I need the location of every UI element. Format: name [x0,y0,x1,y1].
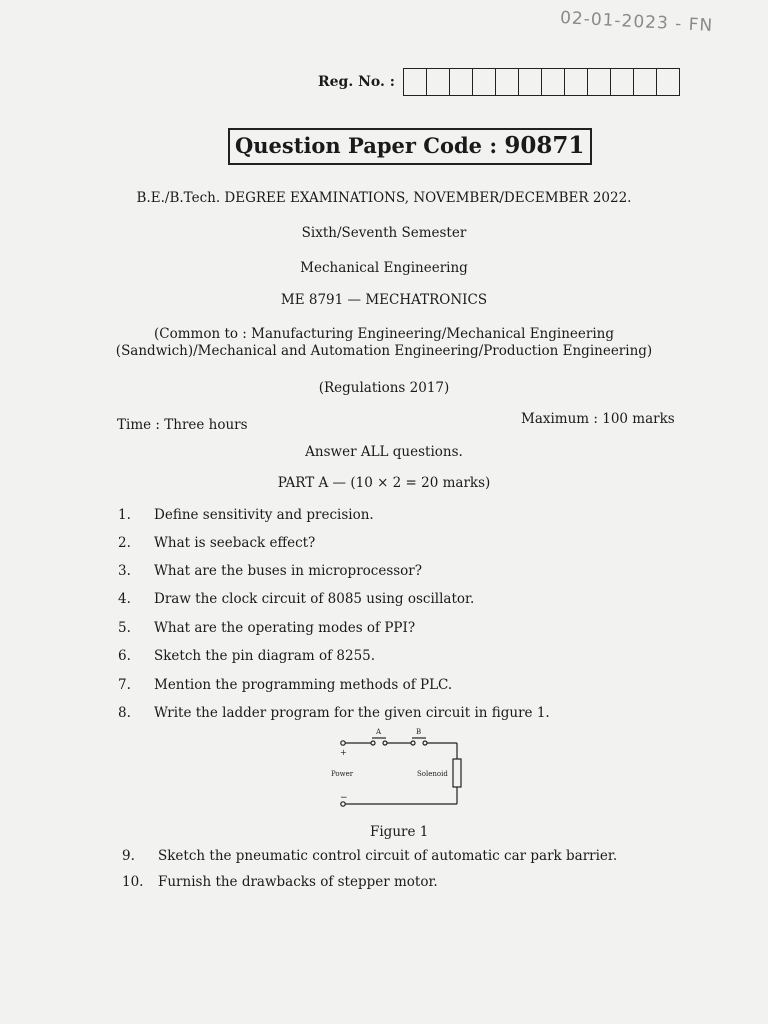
question-number: 1. [118,507,131,523]
label-power: Power [331,770,354,778]
question-text: Draw the clock circuit of 8085 using oscillator. [154,591,475,607]
question-item [118,535,315,551]
reg-no-box [473,69,496,95]
common-to-line-2: (Sandwich)/Mechanical and Automation Engineering/Production Engineering) [115,343,653,359]
reg-no-boxes [403,68,680,96]
question-item [118,507,374,523]
instruction: Answer ALL questions. [305,444,463,460]
reg-no-box [588,69,611,95]
common-to-line-1: (Common to : Manufacturing Engineering/Mechanical Engineering [154,326,614,342]
maximum-marks: Maximum : 100 marks [521,411,675,427]
exam-title: B.E./B.Tech. DEGREE EXAMINATIONS, NOVEMBER/DECEMBER 2022. [136,190,632,206]
question-item [118,620,415,636]
question-paper-code-value: 90871 [504,132,585,159]
question-number: 9. [122,848,135,864]
question-number: 6. [118,648,131,664]
question-item [118,591,474,607]
question-number: 8. [118,705,131,721]
reg-no-label: Reg. No. : [318,74,395,90]
question-item [122,874,438,890]
handwritten-date: 02-01-2023 - FN [559,8,714,36]
department: Mechanical Engineering [300,260,468,276]
regulations: (Regulations 2017) [318,380,450,396]
reg-no-box [427,69,450,95]
subject: ME 8791 — MECHATRONICS [280,292,488,308]
reg-no-box [611,69,634,95]
question-text: Define sensitivity and precision. [154,507,374,523]
question-text: Furnish the drawbacks of stepper motor. [158,874,438,890]
reg-no-box [565,69,588,95]
label-plus: + [340,748,347,757]
question-item [118,648,375,664]
label-minus: − [340,793,348,803]
question-number: 3. [118,563,131,579]
question-text: What are the buses in microprocessor? [154,563,423,579]
question-item [118,563,422,579]
question-paper-code [228,128,592,165]
question-text: Mention the programming methods of PLC. [154,677,453,693]
question-number: 10. [122,874,144,890]
question-paper-code-label: Question Paper Code : [235,133,498,158]
question-text: Sketch the pin diagram of 8255. [154,648,376,664]
question-number: 2. [118,535,131,551]
question-text: What is seeback effect? [154,535,316,551]
figure-caption: Figure 1 [370,824,429,840]
label-b: B [416,728,422,736]
question-text: What are the operating modes of PPI? [154,620,416,636]
reg-no-box [450,69,473,95]
semester: Sixth/Seventh Semester [301,225,467,241]
reg-no-row [318,68,680,96]
reg-no-box [634,69,657,95]
reg-no-box [496,69,519,95]
reg-no-box [404,69,427,95]
question-item [122,848,617,864]
label-solenoid: Solenoid [417,770,448,778]
reg-no-box [542,69,565,95]
question-number: 5. [118,620,131,636]
question-item [118,705,550,721]
question-item [118,677,452,693]
time-allowed: Time : Three hours [117,417,248,433]
reg-no-box [519,69,542,95]
question-text: Sketch the pneumatic control circuit of automatic car park barrier. [158,848,618,864]
circuit-diagram [325,726,475,821]
figure-1-circuit [325,726,475,821]
label-a: A [376,728,382,736]
question-number: 7. [118,677,131,693]
reg-no-box [657,69,679,95]
question-number: 4. [118,591,131,607]
part-a-heading: PART A — (10 × 2 = 20 marks) [277,475,491,491]
question-text: Write the ladder program for the given circuit in figure 1. [154,705,550,721]
